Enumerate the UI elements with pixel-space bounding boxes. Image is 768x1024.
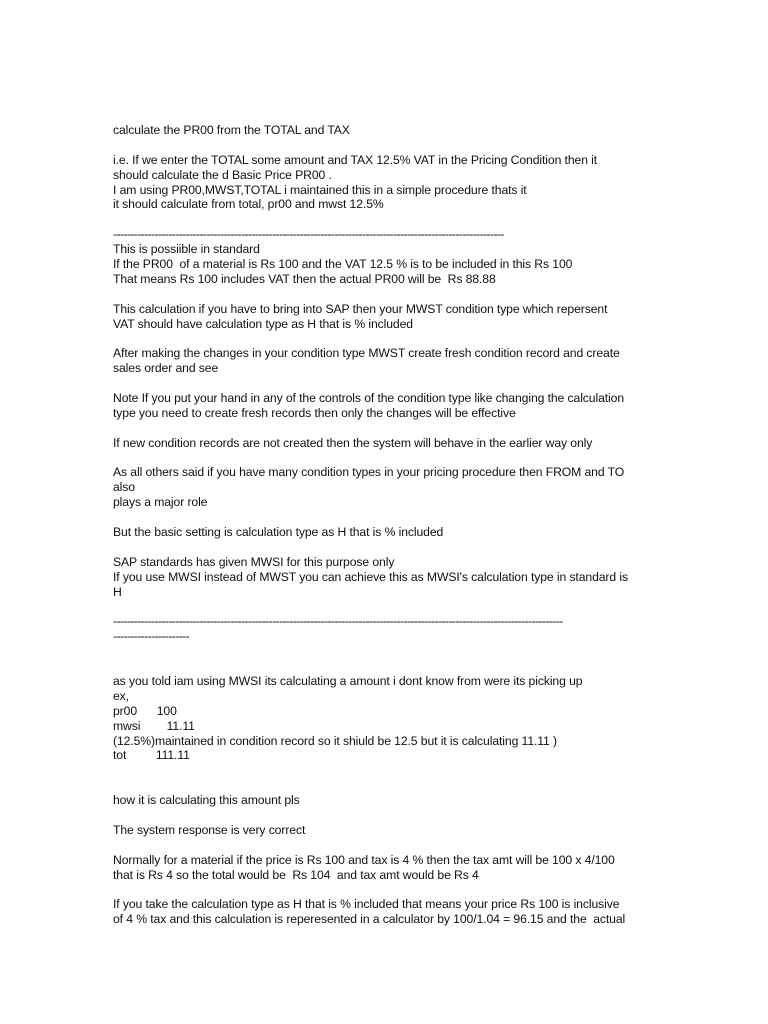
document-body bbox=[113, 123, 658, 927]
text-line: After making the changes in your condition type MWST create fresh condition record and create bbox=[113, 346, 620, 361]
text-line: This is possiible in standard bbox=[113, 242, 260, 257]
text-line: tot 111.11 bbox=[113, 748, 190, 763]
text-line: (12.5%)maintained in condition record so it shiuld be 12.5 but it is calculating 11.11 ) bbox=[113, 733, 557, 748]
blank-line bbox=[113, 659, 658, 674]
blank-line bbox=[113, 451, 658, 466]
text-line: of 4 % tax and this calculation is reperesented in a calculator by 100/1.04 = 96.15 and the actual bbox=[113, 912, 626, 927]
text-line: Normally for a material if the price is Rs 100 and tax is 4 % then the tax amt will be 100 x 4/100 bbox=[113, 852, 615, 867]
text-line: That means Rs 100 includes VAT then the actual PR00 will be Rs 88.88 bbox=[113, 271, 496, 286]
text-line: also bbox=[113, 480, 135, 495]
blank-line bbox=[113, 778, 658, 793]
text-line: it should calculate from total, pr00 and mwst 12.5% bbox=[113, 197, 384, 212]
blank-line bbox=[113, 510, 658, 525]
separator-line: ----------------------------------------------------------------------------------------------------------------- bbox=[113, 227, 504, 242]
document-page bbox=[113, 123, 658, 927]
text-line: I am using PR00,MWST,TOTAL i maintained this in a simple procedure thats it bbox=[113, 182, 527, 197]
text-line: This calculation if you have to bring into SAP then your MWST condition type which repersent bbox=[113, 301, 608, 316]
text-line: The system response is very correct bbox=[113, 822, 306, 837]
blank-line bbox=[113, 600, 658, 615]
text-line: should calculate the d Basic Price PR00 . bbox=[113, 167, 332, 182]
text-line: mwsi 11.11 bbox=[113, 718, 195, 733]
text-line: sales order and see bbox=[113, 361, 219, 376]
blank-line bbox=[113, 763, 658, 778]
text-line: pr00 100 bbox=[113, 703, 177, 718]
text-line: calculate the PR00 from the TOTAL and TAX bbox=[113, 123, 350, 137]
text-line: If you take the calculation type as H that is % included that means your price Rs 100 is inclusive bbox=[113, 897, 620, 912]
text-line: SAP standards has given MWSI for this purpose only bbox=[113, 554, 395, 569]
blank-line bbox=[113, 138, 658, 153]
blank-line bbox=[113, 882, 658, 897]
blank-line bbox=[113, 376, 658, 391]
text-line: VAT should have calculation type as H that is % included bbox=[113, 316, 413, 331]
text-line: how it is calculating this amount pls bbox=[113, 793, 300, 808]
text-line: If the PR00 of a material is Rs 100 and the VAT 12.5 % is to be included in this Rs 100 bbox=[113, 257, 573, 272]
text-line: i.e. If we enter the TOTAL some amount and TAX 12.5% VAT in the Pricing Condition then it bbox=[113, 152, 598, 167]
blank-line bbox=[113, 838, 658, 853]
text-line: type you need to create fresh records then only the changes will be effective bbox=[113, 405, 516, 420]
text-line: As all others said if you have many condition types in your pricing procedure then FROM and TO bbox=[113, 465, 625, 480]
text-line: If new condition records are not created then the system will behave in the earlier way only bbox=[113, 435, 593, 450]
blank-line bbox=[113, 540, 658, 555]
separator-line: ---------------------- bbox=[113, 629, 190, 644]
blank-line bbox=[113, 287, 658, 302]
blank-line bbox=[113, 421, 658, 436]
blank-line bbox=[113, 808, 658, 823]
text-line: But the basic setting is calculation type as H that is % included bbox=[113, 525, 444, 540]
blank-line bbox=[113, 331, 658, 346]
text-line: H bbox=[113, 584, 122, 599]
text-line: plays a major role bbox=[113, 495, 208, 510]
text-line: ex, bbox=[113, 688, 129, 703]
separator-line: ---------------------------------------------------------------------------------------------------------------------------------- bbox=[113, 614, 563, 629]
text-line: Note If you put your hand in any of the controls of the condition type like changing the calculation bbox=[113, 391, 625, 406]
blank-line bbox=[113, 644, 658, 659]
text-line: as you told iam using MWSI its calculating a amount i dont know from were its picking up bbox=[113, 673, 583, 688]
blank-line bbox=[113, 212, 658, 227]
text-line: that is Rs 4 so the total would be Rs 104 and tax amt would be Rs 4 bbox=[113, 867, 479, 882]
text-line: If you use MWSI instead of MWST you can achieve this as MWSI's calculation type in standard is bbox=[113, 569, 628, 584]
